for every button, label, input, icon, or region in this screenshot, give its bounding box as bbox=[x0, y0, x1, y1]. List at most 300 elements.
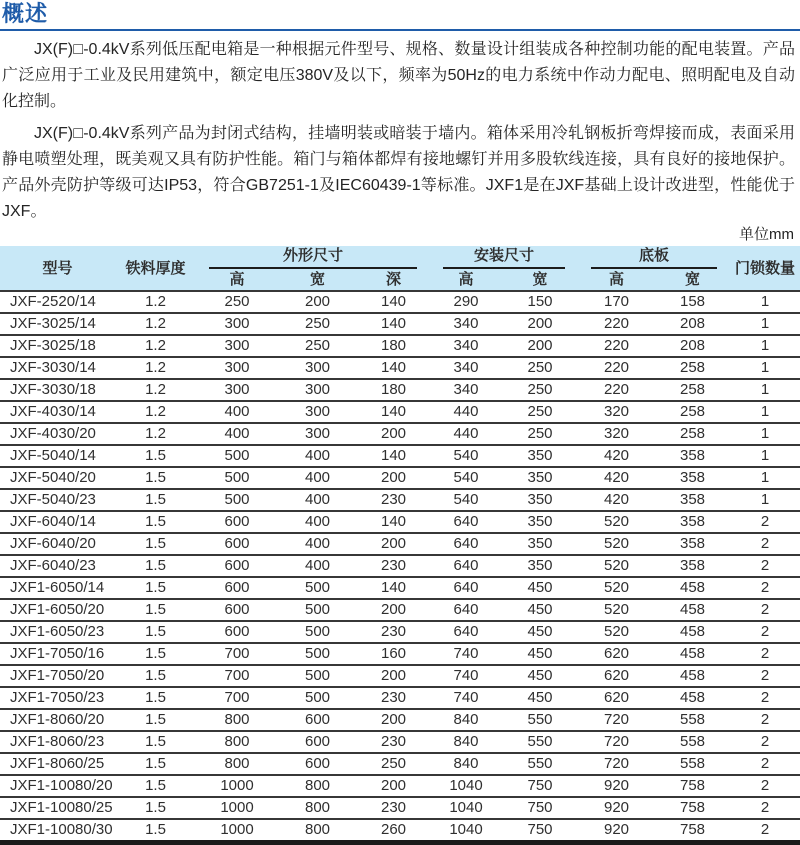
value-cell: 1.5 bbox=[115, 643, 196, 665]
value-cell: 140 bbox=[357, 401, 430, 423]
table-row bbox=[0, 489, 800, 511]
value-cell: 620 bbox=[578, 665, 655, 687]
value-cell: 250 bbox=[502, 379, 578, 401]
value-cell: 450 bbox=[502, 577, 578, 599]
value-cell: 400 bbox=[196, 401, 278, 423]
model-cell: JXF1-8060/20 bbox=[0, 709, 115, 731]
value-cell: 2 bbox=[730, 731, 800, 753]
model-cell: JXF1-10080/30 bbox=[0, 819, 115, 843]
value-cell: 300 bbox=[278, 379, 357, 401]
model-cell: JXF-5040/20 bbox=[0, 467, 115, 489]
value-cell: 458 bbox=[655, 643, 730, 665]
value-cell: 1 bbox=[730, 445, 800, 467]
value-cell: 150 bbox=[502, 291, 578, 313]
value-cell: 758 bbox=[655, 775, 730, 797]
value-cell: 400 bbox=[278, 511, 357, 533]
value-cell: 750 bbox=[502, 819, 578, 843]
value-cell: 520 bbox=[578, 533, 655, 555]
value-cell: 170 bbox=[578, 291, 655, 313]
value-cell: 400 bbox=[278, 489, 357, 511]
value-cell: 158 bbox=[655, 291, 730, 313]
value-cell: 208 bbox=[655, 313, 730, 335]
value-cell: 700 bbox=[196, 665, 278, 687]
model-cell: JXF1-6050/14 bbox=[0, 577, 115, 599]
value-cell: 180 bbox=[357, 335, 430, 357]
value-cell: 400 bbox=[278, 533, 357, 555]
value-cell: 520 bbox=[578, 599, 655, 621]
col-group-install-dims-label: 安装尺寸 bbox=[443, 246, 565, 269]
value-cell: 1.2 bbox=[115, 313, 196, 335]
value-cell: 2 bbox=[730, 533, 800, 555]
value-cell: 420 bbox=[578, 467, 655, 489]
value-cell: 358 bbox=[655, 467, 730, 489]
value-cell: 2 bbox=[730, 665, 800, 687]
table-row bbox=[0, 819, 800, 843]
value-cell: 2 bbox=[730, 797, 800, 819]
value-cell: 1 bbox=[730, 291, 800, 313]
value-cell: 200 bbox=[502, 335, 578, 357]
col-header-install-width: 宽 bbox=[532, 271, 548, 288]
value-cell: 400 bbox=[278, 555, 357, 577]
value-cell: 600 bbox=[196, 511, 278, 533]
value-cell: 550 bbox=[502, 753, 578, 775]
value-cell: 2 bbox=[730, 819, 800, 843]
value-cell: 350 bbox=[502, 555, 578, 577]
value-cell: 500 bbox=[196, 467, 278, 489]
value-cell: 1.5 bbox=[115, 797, 196, 819]
table-row bbox=[0, 445, 800, 467]
header-group-row bbox=[0, 246, 800, 269]
value-cell: 640 bbox=[430, 511, 502, 533]
model-cell: JXF1-6050/23 bbox=[0, 621, 115, 643]
value-cell: 500 bbox=[278, 577, 357, 599]
value-cell: 1 bbox=[730, 423, 800, 445]
value-cell: 140 bbox=[357, 445, 430, 467]
value-cell: 358 bbox=[655, 555, 730, 577]
value-cell: 620 bbox=[578, 643, 655, 665]
value-cell: 420 bbox=[578, 445, 655, 467]
value-cell: 258 bbox=[655, 379, 730, 401]
value-cell: 420 bbox=[578, 489, 655, 511]
value-cell: 200 bbox=[502, 313, 578, 335]
value-cell: 640 bbox=[430, 577, 502, 599]
value-cell: 920 bbox=[578, 775, 655, 797]
model-cell: JXF-3025/18 bbox=[0, 335, 115, 357]
title-divider bbox=[0, 29, 800, 31]
value-cell: 750 bbox=[502, 775, 578, 797]
value-cell: 250 bbox=[502, 423, 578, 445]
value-cell: 1.5 bbox=[115, 775, 196, 797]
value-cell: 300 bbox=[278, 401, 357, 423]
value-cell: 720 bbox=[578, 709, 655, 731]
col-header-outer-height: 高 bbox=[229, 271, 245, 288]
table-row bbox=[0, 621, 800, 643]
overview-paragraph-2: JX(F)□-0.4kV系列产品为封闭式结构，挂墙明装或暗装于墙内。箱体采用冷轧钢板折弯焊接而成，表面采用静电喷塑处理，既美观又具有防护性能。箱门与箱体都焊有接地螺钉并用多股软线连接，具有良好的接地保护。产品外壳防护等级可达IP53，符合GB7251-1及IEC60439-1等标准。JXF1是在JXF基础上设计改进型，性能优于JXF。 bbox=[2, 125, 795, 220]
value-cell: 500 bbox=[196, 489, 278, 511]
value-cell: 1 bbox=[730, 313, 800, 335]
value-cell: 200 bbox=[278, 291, 357, 313]
value-cell: 440 bbox=[430, 423, 502, 445]
table-row bbox=[0, 291, 800, 313]
value-cell: 520 bbox=[578, 511, 655, 533]
value-cell: 1.2 bbox=[115, 291, 196, 313]
value-cell: 620 bbox=[578, 687, 655, 709]
value-cell: 750 bbox=[502, 797, 578, 819]
value-cell: 160 bbox=[357, 643, 430, 665]
value-cell: 250 bbox=[502, 357, 578, 379]
value-cell: 1040 bbox=[430, 797, 502, 819]
table-row bbox=[0, 335, 800, 357]
value-cell: 1 bbox=[730, 335, 800, 357]
table-row bbox=[0, 687, 800, 709]
value-cell: 1040 bbox=[430, 775, 502, 797]
value-cell: 1 bbox=[730, 401, 800, 423]
value-cell: 258 bbox=[655, 357, 730, 379]
value-cell: 140 bbox=[357, 291, 430, 313]
value-cell: 1.5 bbox=[115, 819, 196, 843]
value-cell: 920 bbox=[578, 797, 655, 819]
value-cell: 458 bbox=[655, 577, 730, 599]
table-row bbox=[0, 313, 800, 335]
value-cell: 740 bbox=[430, 687, 502, 709]
value-cell: 300 bbox=[196, 379, 278, 401]
value-cell: 720 bbox=[578, 731, 655, 753]
col-group-base-plate bbox=[578, 246, 730, 269]
value-cell: 250 bbox=[278, 335, 357, 357]
spec-table bbox=[0, 246, 800, 845]
value-cell: 450 bbox=[502, 621, 578, 643]
value-cell: 200 bbox=[357, 709, 430, 731]
value-cell: 250 bbox=[196, 291, 278, 313]
col-header-base-width: 宽 bbox=[685, 271, 701, 288]
value-cell: 230 bbox=[357, 489, 430, 511]
page-title: 概述 bbox=[2, 1, 49, 26]
value-cell: 258 bbox=[655, 401, 730, 423]
value-cell: 520 bbox=[578, 555, 655, 577]
value-cell: 2 bbox=[730, 599, 800, 621]
model-cell: JXF1-7050/16 bbox=[0, 643, 115, 665]
value-cell: 250 bbox=[357, 753, 430, 775]
value-cell: 358 bbox=[655, 489, 730, 511]
value-cell: 1.2 bbox=[115, 379, 196, 401]
value-cell: 600 bbox=[196, 533, 278, 555]
value-cell: 2 bbox=[730, 511, 800, 533]
col-header-install-height: 高 bbox=[458, 271, 474, 288]
col-group-outer-dims-label: 外形尺寸 bbox=[209, 246, 417, 269]
value-cell: 500 bbox=[278, 599, 357, 621]
model-cell: JXF-3025/14 bbox=[0, 313, 115, 335]
value-cell: 350 bbox=[502, 511, 578, 533]
table-row bbox=[0, 511, 800, 533]
value-cell: 358 bbox=[655, 511, 730, 533]
value-cell: 558 bbox=[655, 753, 730, 775]
value-cell: 500 bbox=[278, 687, 357, 709]
spec-table-body bbox=[0, 291, 800, 843]
value-cell: 208 bbox=[655, 335, 730, 357]
value-cell: 440 bbox=[430, 401, 502, 423]
table-row bbox=[0, 665, 800, 687]
col-header-locks: 门锁数量 bbox=[735, 259, 796, 277]
value-cell: 458 bbox=[655, 665, 730, 687]
col-header-model: 型号 bbox=[42, 259, 73, 277]
table-row bbox=[0, 555, 800, 577]
value-cell: 640 bbox=[430, 599, 502, 621]
value-cell: 640 bbox=[430, 533, 502, 555]
value-cell: 1.5 bbox=[115, 489, 196, 511]
value-cell: 1 bbox=[730, 467, 800, 489]
value-cell: 540 bbox=[430, 445, 502, 467]
value-cell: 2 bbox=[730, 753, 800, 775]
value-cell: 358 bbox=[655, 533, 730, 555]
value-cell: 700 bbox=[196, 643, 278, 665]
value-cell: 340 bbox=[430, 379, 502, 401]
value-cell: 500 bbox=[278, 643, 357, 665]
value-cell: 250 bbox=[278, 313, 357, 335]
value-cell: 1040 bbox=[430, 819, 502, 843]
value-cell: 250 bbox=[502, 401, 578, 423]
spec-table-header bbox=[0, 246, 800, 291]
unit-note: 单位mm bbox=[739, 226, 794, 243]
value-cell: 840 bbox=[430, 731, 502, 753]
table-row bbox=[0, 379, 800, 401]
value-cell: 600 bbox=[278, 709, 357, 731]
value-cell: 1.5 bbox=[115, 577, 196, 599]
col-header-outer-depth: 深 bbox=[385, 271, 401, 288]
value-cell: 1.2 bbox=[115, 423, 196, 445]
value-cell: 2 bbox=[730, 687, 800, 709]
value-cell: 1.5 bbox=[115, 555, 196, 577]
value-cell: 1.2 bbox=[115, 401, 196, 423]
value-cell: 200 bbox=[357, 599, 430, 621]
model-cell: JXF-4030/20 bbox=[0, 423, 115, 445]
model-cell: JXF-3030/14 bbox=[0, 357, 115, 379]
value-cell: 230 bbox=[357, 687, 430, 709]
value-cell: 740 bbox=[430, 643, 502, 665]
value-cell: 400 bbox=[278, 445, 357, 467]
value-cell: 1.5 bbox=[115, 687, 196, 709]
table-row bbox=[0, 709, 800, 731]
value-cell: 2 bbox=[730, 643, 800, 665]
col-header-base-height: 高 bbox=[609, 271, 625, 288]
value-cell: 600 bbox=[278, 753, 357, 775]
col-group-outer-dims bbox=[196, 246, 430, 269]
value-cell: 300 bbox=[278, 423, 357, 445]
value-cell: 340 bbox=[430, 357, 502, 379]
table-row bbox=[0, 577, 800, 599]
value-cell: 800 bbox=[196, 709, 278, 731]
value-cell: 1.2 bbox=[115, 335, 196, 357]
value-cell: 140 bbox=[357, 313, 430, 335]
value-cell: 500 bbox=[196, 445, 278, 467]
value-cell: 350 bbox=[502, 533, 578, 555]
value-cell: 358 bbox=[655, 445, 730, 467]
table-row bbox=[0, 467, 800, 489]
value-cell: 1000 bbox=[196, 797, 278, 819]
value-cell: 920 bbox=[578, 819, 655, 843]
value-cell: 220 bbox=[578, 313, 655, 335]
value-cell: 290 bbox=[430, 291, 502, 313]
value-cell: 800 bbox=[278, 775, 357, 797]
value-cell: 800 bbox=[278, 797, 357, 819]
col-group-base-plate-label: 底板 bbox=[591, 246, 717, 269]
value-cell: 500 bbox=[278, 621, 357, 643]
value-cell: 300 bbox=[196, 335, 278, 357]
value-cell: 258 bbox=[655, 423, 730, 445]
value-cell: 450 bbox=[502, 687, 578, 709]
value-cell: 450 bbox=[502, 599, 578, 621]
value-cell: 1000 bbox=[196, 819, 278, 843]
model-cell: JXF1-10080/25 bbox=[0, 797, 115, 819]
value-cell: 2 bbox=[730, 775, 800, 797]
value-cell: 1.5 bbox=[115, 753, 196, 775]
value-cell: 1 bbox=[730, 489, 800, 511]
value-cell: 1000 bbox=[196, 775, 278, 797]
overview-paragraph-1: JX(F)□-0.4kV系列低压配电箱是一种根据元件型号、规格、数量设计组装成各种控制功能的配电装置。产品广泛应用于工业及民用建筑中，额定电压380V及以下，频率为50Hz的电力系统中作动力配电、照明配电及自动化控制。 bbox=[2, 41, 795, 110]
model-cell: JXF-6040/20 bbox=[0, 533, 115, 555]
value-cell: 320 bbox=[578, 423, 655, 445]
value-cell: 2 bbox=[730, 709, 800, 731]
value-cell: 1.5 bbox=[115, 445, 196, 467]
value-cell: 600 bbox=[278, 731, 357, 753]
value-cell: 300 bbox=[278, 357, 357, 379]
col-group-install-dims bbox=[430, 246, 578, 269]
value-cell: 540 bbox=[430, 489, 502, 511]
model-cell: JXF-6040/14 bbox=[0, 511, 115, 533]
model-cell: JXF1-8060/23 bbox=[0, 731, 115, 753]
value-cell: 1 bbox=[730, 379, 800, 401]
table-row bbox=[0, 731, 800, 753]
value-cell: 600 bbox=[196, 621, 278, 643]
value-cell: 558 bbox=[655, 709, 730, 731]
value-cell: 458 bbox=[655, 621, 730, 643]
value-cell: 340 bbox=[430, 313, 502, 335]
value-cell: 400 bbox=[196, 423, 278, 445]
value-cell: 1.5 bbox=[115, 533, 196, 555]
value-cell: 300 bbox=[196, 313, 278, 335]
value-cell: 840 bbox=[430, 709, 502, 731]
model-cell: JXF-6040/23 bbox=[0, 555, 115, 577]
value-cell: 2 bbox=[730, 621, 800, 643]
value-cell: 450 bbox=[502, 665, 578, 687]
value-cell: 640 bbox=[430, 555, 502, 577]
value-cell: 550 bbox=[502, 731, 578, 753]
col-header-thickness: 铁料厚度 bbox=[125, 259, 186, 277]
value-cell: 220 bbox=[578, 357, 655, 379]
value-cell: 140 bbox=[357, 511, 430, 533]
value-cell: 800 bbox=[196, 731, 278, 753]
value-cell: 200 bbox=[357, 467, 430, 489]
value-cell: 800 bbox=[196, 753, 278, 775]
value-cell: 520 bbox=[578, 577, 655, 599]
value-cell: 200 bbox=[357, 665, 430, 687]
table-row bbox=[0, 643, 800, 665]
value-cell: 1.5 bbox=[115, 709, 196, 731]
value-cell: 450 bbox=[502, 643, 578, 665]
table-row bbox=[0, 533, 800, 555]
value-cell: 458 bbox=[655, 599, 730, 621]
value-cell: 540 bbox=[430, 467, 502, 489]
value-cell: 458 bbox=[655, 687, 730, 709]
value-cell: 350 bbox=[502, 489, 578, 511]
value-cell: 758 bbox=[655, 797, 730, 819]
value-cell: 1.5 bbox=[115, 731, 196, 753]
model-cell: JXF1-6050/20 bbox=[0, 599, 115, 621]
model-cell: JXF-5040/23 bbox=[0, 489, 115, 511]
value-cell: 300 bbox=[196, 357, 278, 379]
value-cell: 400 bbox=[278, 467, 357, 489]
value-cell: 230 bbox=[357, 555, 430, 577]
value-cell: 180 bbox=[357, 379, 430, 401]
table-row bbox=[0, 599, 800, 621]
value-cell: 558 bbox=[655, 731, 730, 753]
value-cell: 600 bbox=[196, 577, 278, 599]
model-cell: JXF1-7050/23 bbox=[0, 687, 115, 709]
value-cell: 758 bbox=[655, 819, 730, 843]
model-cell: JXF1-10080/20 bbox=[0, 775, 115, 797]
value-cell: 720 bbox=[578, 753, 655, 775]
value-cell: 220 bbox=[578, 335, 655, 357]
model-cell: JXF-5040/14 bbox=[0, 445, 115, 467]
value-cell: 550 bbox=[502, 709, 578, 731]
value-cell: 260 bbox=[357, 819, 430, 843]
value-cell: 520 bbox=[578, 621, 655, 643]
value-cell: 140 bbox=[357, 577, 430, 599]
value-cell: 220 bbox=[578, 379, 655, 401]
value-cell: 230 bbox=[357, 731, 430, 753]
model-cell: JXF1-8060/25 bbox=[0, 753, 115, 775]
value-cell: 320 bbox=[578, 401, 655, 423]
col-header-outer-width: 宽 bbox=[309, 271, 325, 288]
table-row bbox=[0, 753, 800, 775]
value-cell: 350 bbox=[502, 445, 578, 467]
value-cell: 350 bbox=[502, 467, 578, 489]
value-cell: 200 bbox=[357, 775, 430, 797]
table-row bbox=[0, 401, 800, 423]
value-cell: 1.5 bbox=[115, 665, 196, 687]
value-cell: 1.5 bbox=[115, 621, 196, 643]
value-cell: 200 bbox=[357, 423, 430, 445]
model-cell: JXF-2520/14 bbox=[0, 291, 115, 313]
table-row bbox=[0, 775, 800, 797]
value-cell: 200 bbox=[357, 533, 430, 555]
value-cell: 500 bbox=[278, 665, 357, 687]
value-cell: 2 bbox=[730, 555, 800, 577]
table-row bbox=[0, 797, 800, 819]
value-cell: 640 bbox=[430, 621, 502, 643]
value-cell: 700 bbox=[196, 687, 278, 709]
value-cell: 840 bbox=[430, 753, 502, 775]
value-cell: 140 bbox=[357, 357, 430, 379]
value-cell: 740 bbox=[430, 665, 502, 687]
value-cell: 600 bbox=[196, 555, 278, 577]
value-cell: 2 bbox=[730, 577, 800, 599]
value-cell: 230 bbox=[357, 621, 430, 643]
value-cell: 1.5 bbox=[115, 599, 196, 621]
model-cell: JXF1-7050/20 bbox=[0, 665, 115, 687]
value-cell: 1 bbox=[730, 357, 800, 379]
value-cell: 800 bbox=[278, 819, 357, 843]
value-cell: 230 bbox=[357, 797, 430, 819]
value-cell: 1.5 bbox=[115, 511, 196, 533]
value-cell: 340 bbox=[430, 335, 502, 357]
table-row bbox=[0, 423, 800, 445]
value-cell: 600 bbox=[196, 599, 278, 621]
value-cell: 1.5 bbox=[115, 467, 196, 489]
model-cell: JXF-3030/18 bbox=[0, 379, 115, 401]
value-cell: 1.2 bbox=[115, 357, 196, 379]
table-row bbox=[0, 357, 800, 379]
model-cell: JXF-4030/14 bbox=[0, 401, 115, 423]
